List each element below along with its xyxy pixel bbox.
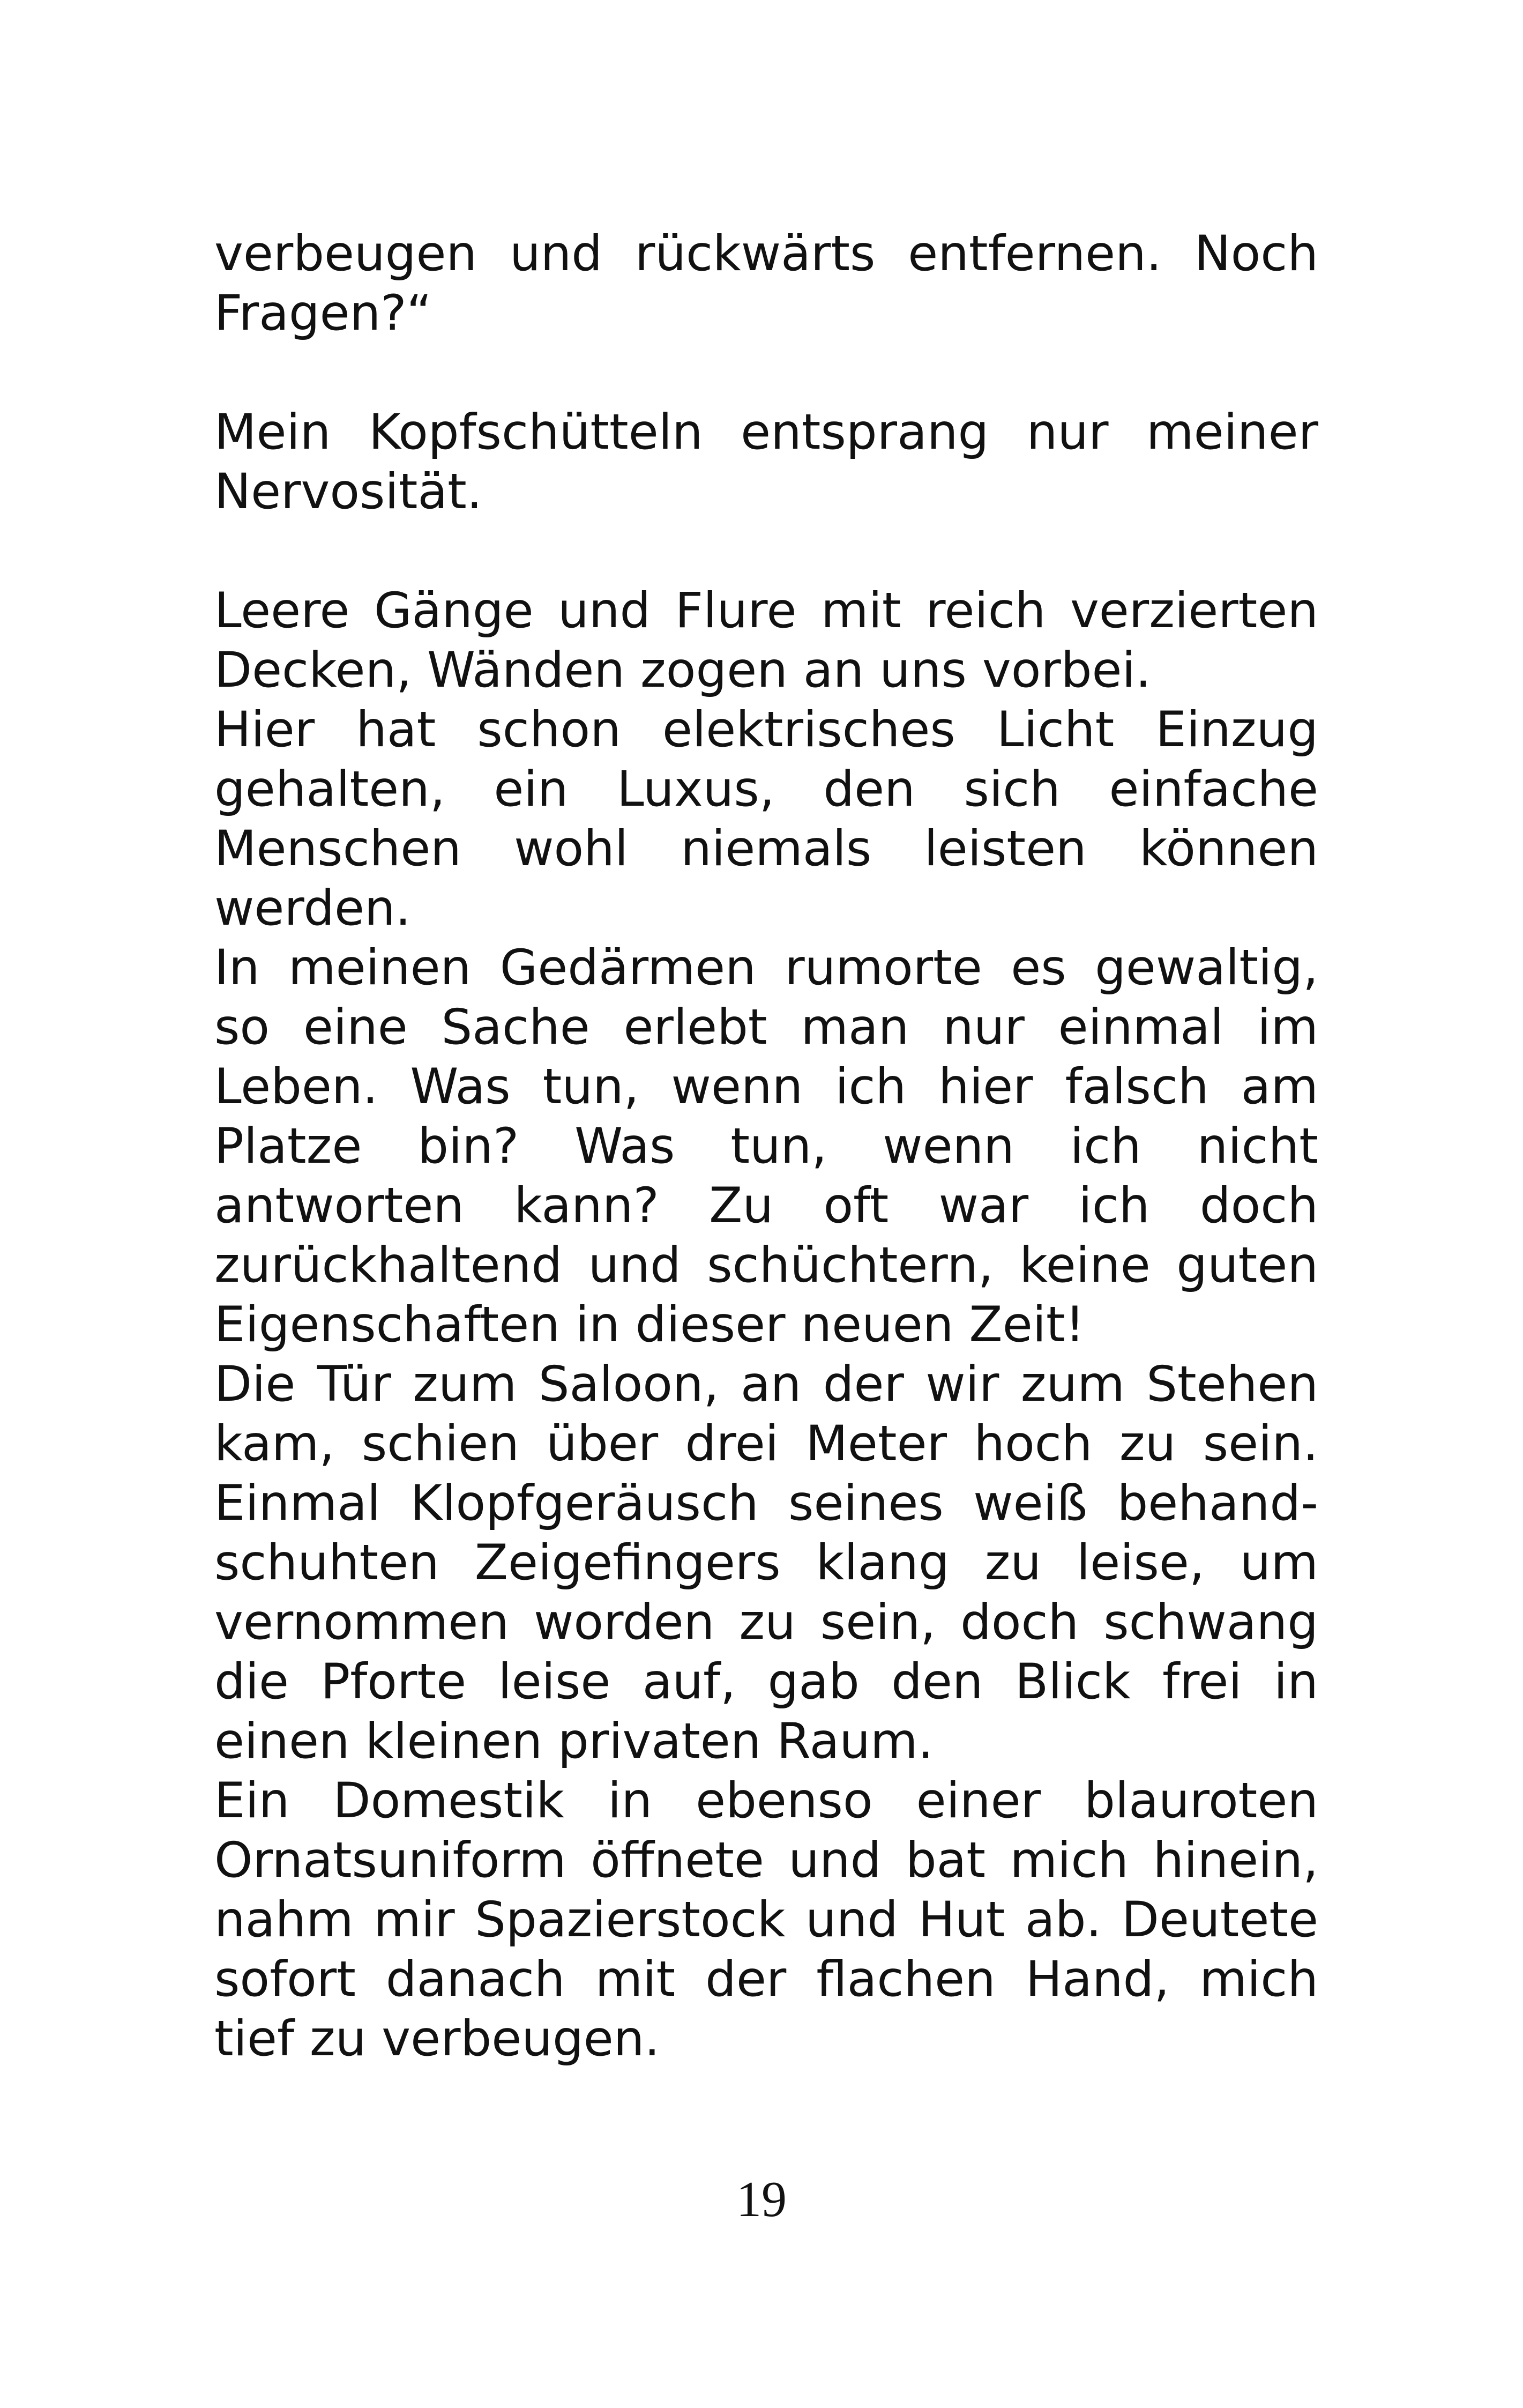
paragraph: Hier hat schon elektrisches Licht Einzug gehalten, ein Luxus, den sich einfache Menschen wohl niemals leisten können werden. — [214, 702, 1318, 937]
paragraph: Die Tür zum Saloon, an der wir zum Stehen kam, schien über drei Meter hoch zu sein. Einmal Klopfgeräusch seines weiß behand-schuhten Zeigefingers klang zu leise, um vernommen worden zu sein, doch schwang die Pforte leise auf, gab den Blick frei in einen kleinen privaten Raum. — [214, 1356, 1318, 1770]
paragraph: Ein Domestik in ebenso einer blauroten Ornatsuniform öffnete und bat mich hinein, nahm mir Spazierstock und Hut ab. Deutete sofort danach mit der flachen Hand, mich tief zu verbeugen. — [214, 1773, 1318, 2067]
paragraph: Mein Kopfschütteln entsprang nur meiner Nervosität. — [214, 404, 1318, 520]
paragraph: verbeugen und rückwärts entfernen. Noch Fragen?“ — [214, 226, 1318, 341]
paragraph: Leere Gänge und Flure mit reich verzierten Decken, Wänden zogen an uns vorbei. — [214, 583, 1318, 698]
page-number: 19 — [736, 2172, 787, 2227]
paragraph: In meinen Gedärmen rumorte es gewaltig, so eine Sache erlebt man nur einmal im Leben. Was tun, wenn ich hier falsch am Platze bin? Was tun, wenn ich nicht antworten kann? Zu oft war ich doch zurückhaltend und schüchtern, keine guten Eigenschaften in dieser neuen Zeit! — [214, 940, 1318, 1353]
body-text — [214, 224, 1318, 2069]
